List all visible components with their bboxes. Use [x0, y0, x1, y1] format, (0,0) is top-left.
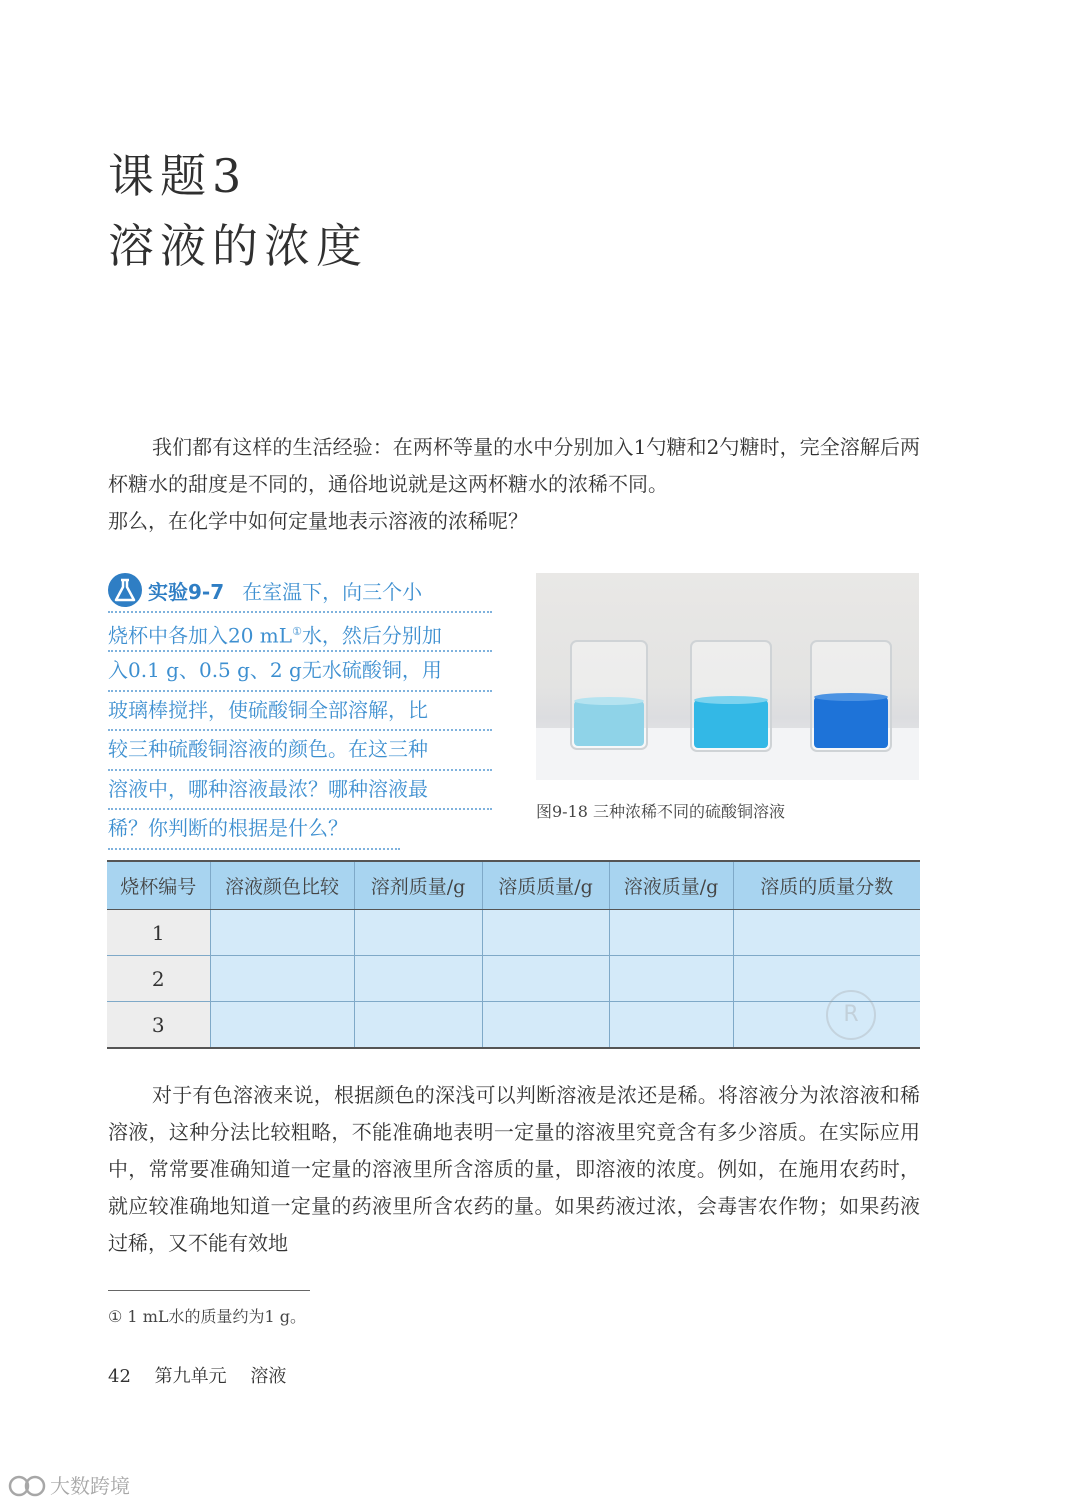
beaker-number: 3: [107, 1002, 210, 1049]
experiment-text: 烧杯中各加入20 mL: [108, 623, 293, 648]
table-row: [107, 1002, 920, 1049]
experiment-row: 入0.1 g、0.5 g、2 g无水硫酸铜，用: [108, 652, 492, 692]
table-header-cell: 溶液颜色比较: [210, 861, 354, 910]
table-header-cell: 烧杯编号: [107, 861, 210, 910]
page-number: 42: [108, 1366, 131, 1387]
footnote-ref[interactable]: ①: [292, 624, 302, 638]
brand-logo: [8, 1470, 130, 1499]
beakers-illustration: [536, 573, 919, 780]
figure-caption: 图9-18 三种浓稀不同的硫酸铜溶液: [536, 802, 786, 821]
table-header-cell: 溶质质量/g: [482, 861, 609, 910]
experiment-box: [108, 573, 492, 850]
experiment-row: 较三种硫酸铜溶液的颜色。在这三种: [108, 731, 492, 771]
table-cell[interactable]: [609, 910, 733, 956]
brand-logo-icon: [8, 1473, 48, 1499]
body-text: 对于有色溶液来说，根据颜色的深浅可以判断溶液是浓还是稀。将溶液分为浓溶液和稀溶液，这种分法比较粗略，不能准确地表明一定量的溶液里究竟含有多少溶质。在实际应用中，常常要准确知道一定量的溶液里所含溶质的量，即溶液的浓度。例如，在施用农药时，就应较准确地知道一定量的药液里所含农药的量。如果药液过浓，会毒害农作物；如果药液过稀，又不能有效地: [108, 1083, 920, 1255]
beaker-medium: [691, 641, 771, 751]
table-cell[interactable]: [733, 956, 920, 1002]
table-header-cell: 溶质的质量分数: [733, 861, 920, 910]
page-title: 溶液的浓度: [108, 219, 368, 273]
beaker-light: [571, 641, 647, 749]
table-cell[interactable]: [354, 956, 482, 1002]
experiment-text: 在室温下，向三个小: [242, 580, 423, 604]
intro-text: 我们都有这样的生活经验：在两杯等量的水中分别加入1勺糖和2勺糖时，完全溶解后两杯糖水的甜度是不同的，通俗地说就是这两杯糖水的浓稀不同。: [108, 435, 920, 496]
brand-logo-text: 大数跨境: [50, 1474, 130, 1498]
experiment-text: 水，然后分别加: [301, 623, 442, 648]
footnote: ① 1 mL水的质量约为1 g。: [108, 1307, 307, 1326]
beaker-number: 2: [107, 956, 210, 1002]
table-row: [107, 956, 920, 1002]
table-row: [107, 910, 920, 956]
table-cell[interactable]: [354, 910, 482, 956]
experiment-row: 玻璃棒搅拌，使硫酸铜全部溶解，比: [108, 692, 492, 732]
body-paragraph: [108, 1077, 920, 1262]
intro-paragraph: [108, 429, 920, 540]
table-cell[interactable]: [609, 956, 733, 1002]
table-header-cell: 溶剂质量/g: [354, 861, 482, 910]
beaker-number: 1: [107, 910, 210, 956]
table-cell[interactable]: [210, 956, 354, 1002]
table-cell[interactable]: [210, 910, 354, 956]
experiment-label: 实验9-7: [148, 580, 225, 604]
table-cell[interactable]: [609, 1002, 733, 1049]
experiment-row: [108, 613, 492, 653]
experiment-row: [108, 573, 492, 613]
table-cell[interactable]: [210, 1002, 354, 1049]
table-header-cell: 溶液质量/g: [609, 861, 733, 910]
flask-icon: [108, 573, 142, 607]
lesson-number: 课题3: [108, 149, 248, 203]
beakers-photo: [536, 573, 919, 780]
table-cell[interactable]: [354, 1002, 482, 1049]
experiment-row: 稀？你判断的根据是什么？: [108, 810, 400, 850]
page-footer: [108, 1362, 304, 1388]
registered-watermark: R: [826, 990, 876, 1040]
section-name: 溶液: [250, 1366, 287, 1387]
table-cell[interactable]: [482, 1002, 609, 1049]
beaker-dark: [811, 641, 891, 751]
data-table: [107, 860, 920, 1049]
table-cell[interactable]: [482, 910, 609, 956]
unit-name: 第九单元: [154, 1366, 227, 1387]
experiment-row: 溶液中，哪种溶液最浓？哪种溶液最: [108, 771, 492, 811]
intro-question: 那么，在化学中如何定量地表示溶液的浓稀呢？: [108, 509, 528, 533]
footnote-divider: [108, 1290, 310, 1291]
table-header-row: [107, 861, 920, 910]
table-cell[interactable]: [482, 956, 609, 1002]
table-cell[interactable]: [733, 910, 920, 956]
